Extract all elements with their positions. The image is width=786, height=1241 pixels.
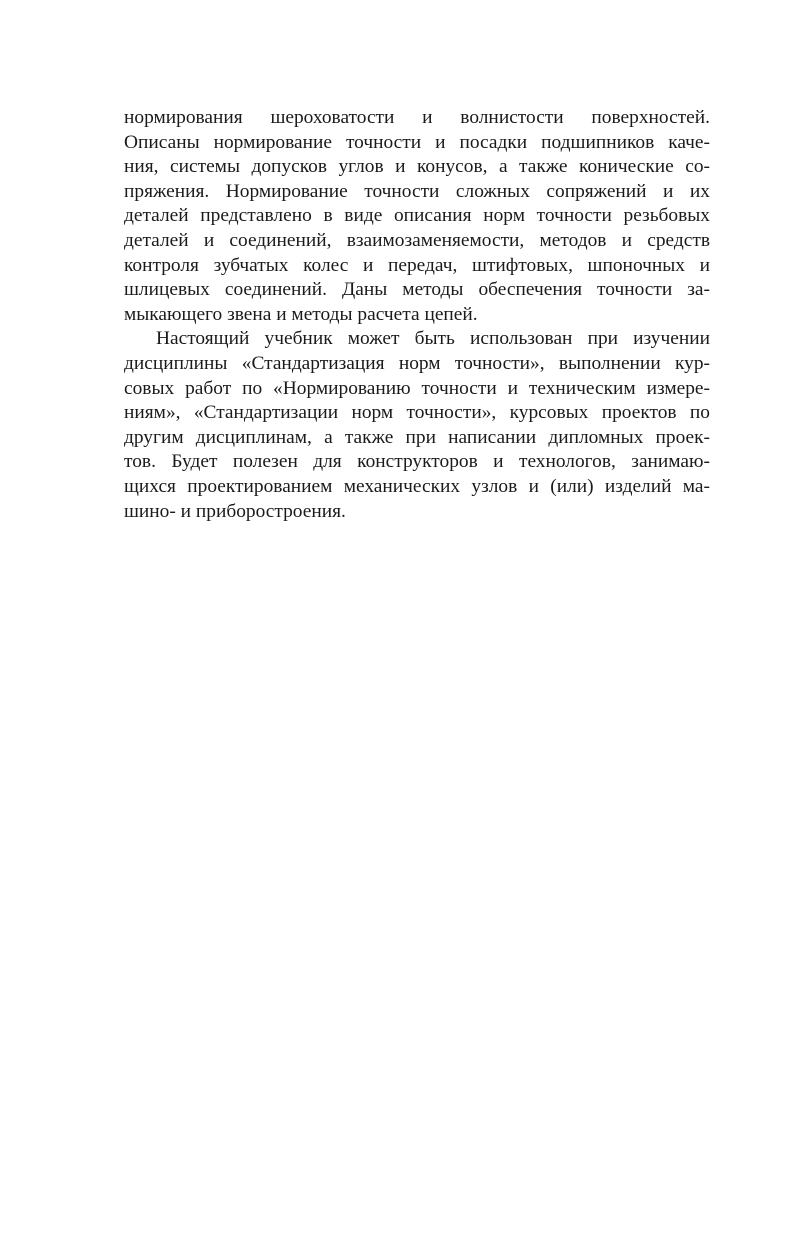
text-line: совых работ по «Нормированию точности и техническим измере- xyxy=(124,377,710,399)
text-line: другим дисциплинам, а также при написании дипломных проек- xyxy=(124,426,710,448)
text-line: контроля зубчатых колес и передач, штифтовых, шпоночных и xyxy=(124,254,710,276)
text-line: ниям», «Стандартизации норм точности», курсовых проектов по xyxy=(124,402,710,424)
text-line: нормирования шероховатости и волнистости поверхностей. xyxy=(124,107,710,128)
text-line: Описаны нормирование точности и посадки подшипников каче- xyxy=(124,131,710,153)
text-line: шино- и приборостроения. xyxy=(124,500,346,522)
text-line: деталей и соединений, взаимозаменяемости, методов и средств xyxy=(124,229,710,251)
text-line: мыкающего звена и методы расчета цепей. xyxy=(124,303,478,325)
text-line: щихся проектированием механических узлов и (или) изделий ма- xyxy=(124,475,710,497)
text-line: пряжения. Нормирование точности сложных сопряжений и их xyxy=(124,180,710,202)
paragraph-2 xyxy=(124,327,710,524)
text-line: дисциплины «Стандартизация норм точности», выполнении кур- xyxy=(124,352,710,374)
text-line: ния, системы допусков углов и конусов, а также конические со- xyxy=(124,156,710,178)
text-line: шлицевых соединений. Даны методы обеспечения точности за- xyxy=(124,279,710,301)
text-line: тов. Будет полезен для конструкторов и технологов, занимаю- xyxy=(124,451,710,473)
paragraph-1 xyxy=(124,106,710,327)
body-text xyxy=(124,106,710,524)
text-line: Настоящий учебник может быть использован при изучении xyxy=(156,328,710,350)
text-line: деталей представлено в виде описания норм точности резьбовых xyxy=(124,205,710,227)
